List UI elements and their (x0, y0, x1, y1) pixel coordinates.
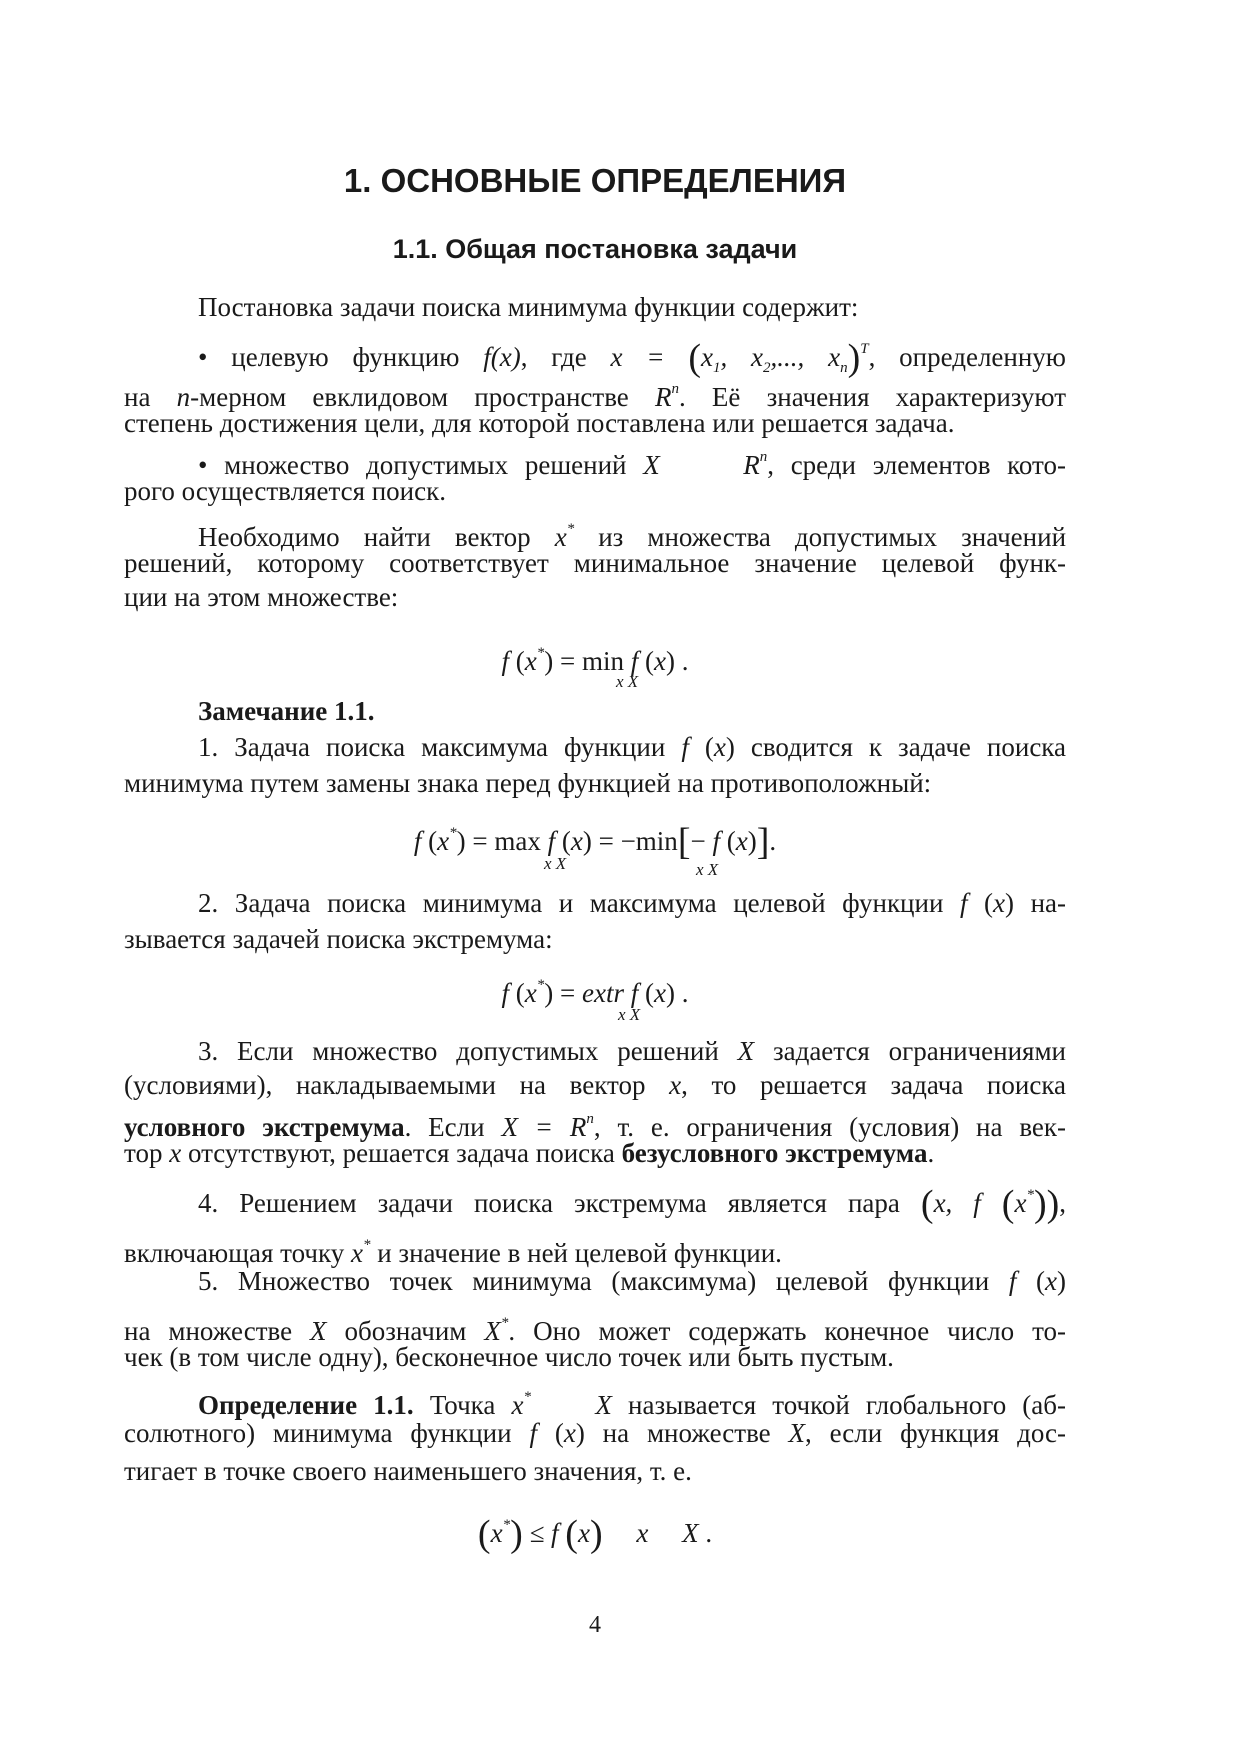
equation-2-subscript-a: x X (544, 854, 567, 873)
paragraph-2-line-3: ции на этом множестве: (124, 582, 399, 612)
remark-1-line-2: минимума путем замены знака перед функцией на противоположный: (124, 768, 932, 798)
remark-5-line-3: чек (в том числе одну), бесконечное число точек или быть пустым. (124, 1342, 894, 1372)
remark-5-line-2: на множестве X обозначим X*. Оно может содержать конечное число то- (124, 1315, 1067, 1346)
remark-title: Замечание 1.1. (198, 696, 375, 726)
remark-3-line-3: условного экстремума. Если $X = R^n$, т. е. ограничения (условия) на век- (124, 1111, 1067, 1142)
equation-3: f (x*) = extr f (x) . (501, 977, 689, 1008)
equation-1: f (x*) = min f (x) . (501, 645, 689, 676)
remark-4-line-2: включающая точку x* и значение в ней целевой функции. (124, 1237, 782, 1268)
section-title: 1.1. Общая постановка задачи (392, 234, 798, 264)
bullet-2-line-1: • множество допустимых решений X $R^n$, среди элементов кото- (198, 449, 1066, 480)
paragraph-intro: Постановка задачи поиска минимума функции содержит: (198, 292, 859, 322)
remark-3-line-1: 3. Если множество допустимых решений X задается ограничениями (198, 1036, 1067, 1066)
equation-3-subscript: x X (618, 1005, 641, 1024)
equation-4: (x*) ≤ f (x) x X . (477, 1513, 713, 1555)
remark-3-line-4: тор x отсутствуют, решается задача поиска безусловного экстремума. (124, 1138, 935, 1168)
math-rn: $R^n$ (654, 381, 679, 412)
math-fx: f(x) (483, 342, 521, 372)
remark-3-line-2: (условиями), накладываемыми на вектор x, то решается задача поиска (124, 1070, 1067, 1100)
bullet-1-line-1: • целевую функцию f(x), где $x = (x_1$, $x_2$,..., $x_n)^T$, определенную (198, 337, 1066, 379)
chapter-title: 1. ОСНОВНЫЕ ОПРЕДЕЛЕНИЯ (343, 162, 847, 199)
remark-2-line-2: зывается задачей поиска экстремума: (124, 924, 553, 954)
equation-2: f (x*) = max f (x) = −min[− f (x)]. (413, 821, 777, 863)
page-number: 4 (589, 1612, 601, 1638)
math-vector: $x = (x_1$, $x_2$,..., $x_n)^T$ (610, 337, 869, 379)
bullet-1-line-2: на n-мерном евклидовом пространстве $R^n$. Её значения характеризуют (124, 381, 1067, 412)
remark-5-line-1: 5. Множество точек минимума (максимума) целевой функции f (x) (198, 1266, 1066, 1296)
remark-1-line-1: 1. Задача поиска максимума функции f (x) сводится к задаче поиска (198, 732, 1066, 762)
equation-2-subscript-b: x X (696, 860, 719, 879)
paragraph-2-line-2: решений, которому соответствует минимальное значение целевой функ- (124, 548, 1066, 578)
remark-4-line-1: 4. Решением задачи поиска экстремума является пара (x, f (x*)), (198, 1183, 1066, 1225)
definition-line-3: тигает в точке своего наименьшего значения, т. е. (124, 1456, 692, 1486)
equation-1-subscript: x X (616, 672, 639, 691)
paragraph-2-line-1: Необходимо найти вектор x* из множества допустимых значений (198, 521, 1067, 552)
definition-line-1: Определение 1.1. Точка x* X называется точкой глобального (аб- (198, 1389, 1067, 1420)
page (124, 0, 1066, 1755)
bullet-1-line-3: степень достижения цели, для которой поставлена или решается задача. (124, 408, 955, 438)
bullet-2-line-2: рого осуществляется поиск. (124, 476, 446, 506)
remark-2-line-1: 2. Задача поиска минимума и максимума целевой функции f (x) на- (198, 888, 1066, 918)
definition-line-2: солютного) минимума функции f (x) на множестве X, если функция дос- (124, 1418, 1067, 1448)
